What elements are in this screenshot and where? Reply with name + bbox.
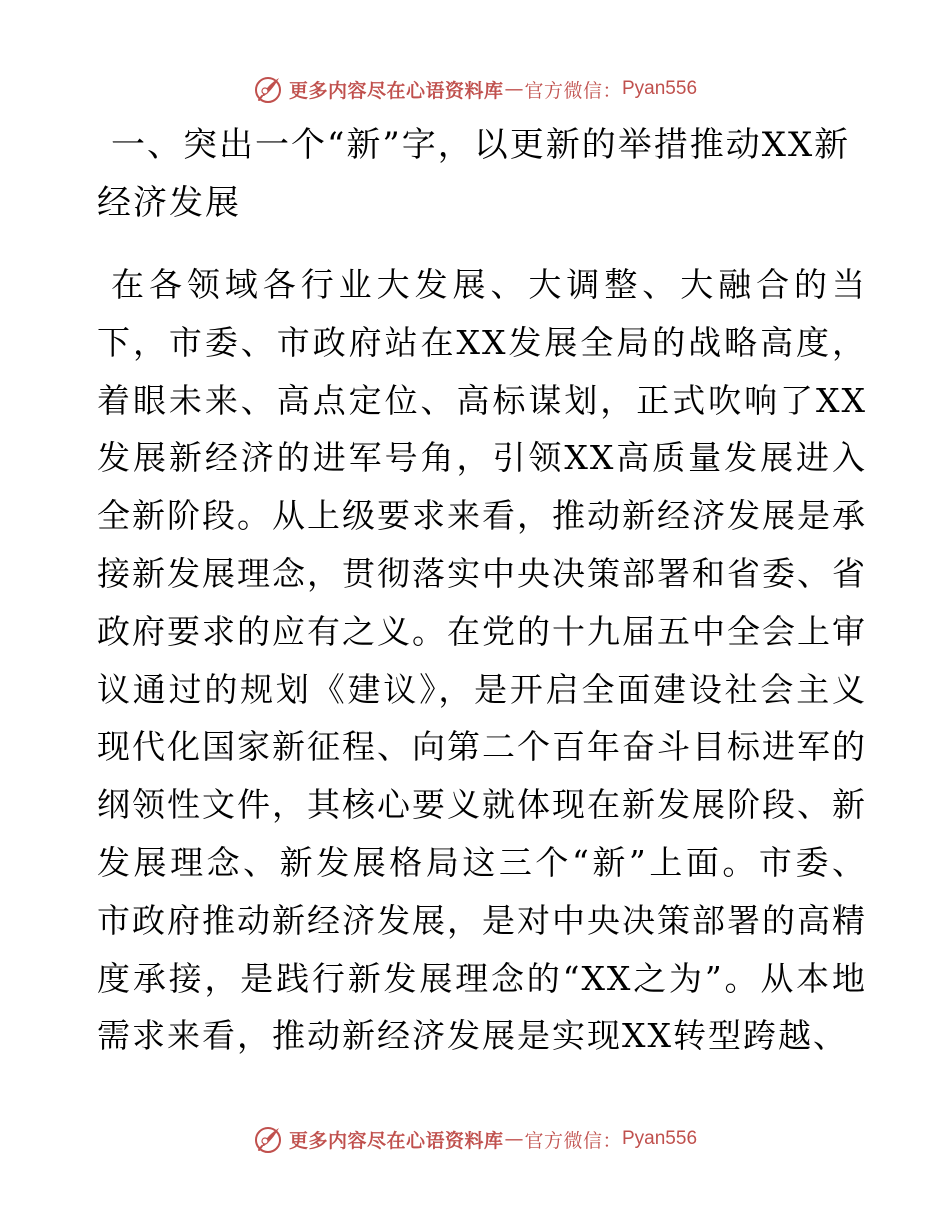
banner-weixin-label: 官方微信： bbox=[524, 79, 622, 102]
banner-dash: — bbox=[504, 78, 524, 100]
banner-site-name: 更多内容尽在心语资料库 bbox=[288, 1129, 504, 1152]
quill-pen-logo-icon bbox=[253, 1124, 283, 1154]
quill-pen-logo-icon bbox=[253, 74, 283, 104]
header-banner bbox=[0, 72, 950, 106]
footer-banner bbox=[0, 1122, 950, 1156]
banner-weixin-label: 官方微信： bbox=[524, 1129, 622, 1152]
section-heading: 一、突出一个“新”字，以更新的举措推动XX新经济发展 bbox=[97, 125, 851, 223]
banner-weixin-id: Pyan556 bbox=[622, 78, 698, 99]
banner-weixin-id: Pyan556 bbox=[622, 1128, 698, 1149]
banner-site-name: 更多内容尽在心语资料库 bbox=[288, 79, 504, 102]
document-body bbox=[97, 116, 867, 1065]
banner-dash: — bbox=[504, 1128, 524, 1150]
body-paragraph: 在各领域各行业大发展、大调整、大融合的当下，市委、市政府站在XX发展全局的战略高度，着眼未来、高点定位、高标谋划，正式吹响了XX发展新经济的进军号角，引领XX高质量发展进入全新阶段。从上级要求来看，推动新经济发展是承接新发展理念，贯彻落实中央决策部署和省委、省政府要求的应有之义。在党的十九届五中全会上审议通过的规划《建议》，是开启全面建设社会主义现代化国家新征程、向第二个百年奋斗目标进军的纲领性文件，其核心要义就体现在新发展阶段、新发展理念、新发展格局这三个“新”上面。市委、市政府推动新经济发展，是对中央决策部署的高精度承接，是践行新发展理念的“XX之为”。从本地需求来看，推动新经济发展是实现XX转型跨越、 bbox=[97, 265, 867, 1056]
